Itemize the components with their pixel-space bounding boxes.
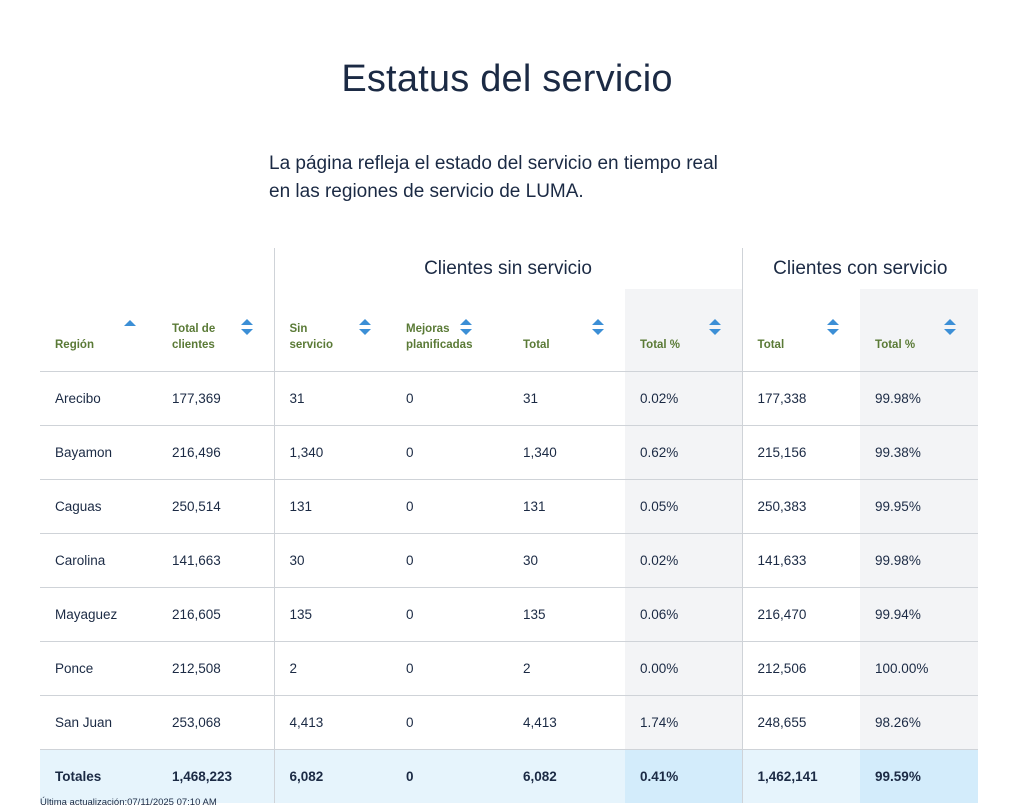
- cell-total-con: 250,383: [742, 480, 860, 534]
- table-row: [40, 534, 978, 588]
- cell-mejoras: 0: [391, 750, 508, 804]
- cell-mejoras: 0: [391, 642, 508, 696]
- cell-mejoras: 0: [391, 534, 508, 588]
- cell-total-clientes: 212,508: [157, 642, 274, 696]
- cell-pct-con: 98.26%: [860, 696, 978, 750]
- cell-total-con: 216,470: [742, 588, 860, 642]
- cell-total-sin: 1,340: [508, 426, 625, 480]
- col-header-mejoras-planificadas[interactable]: [391, 289, 508, 372]
- cell-total-con: 177,338: [742, 372, 860, 426]
- cell-totals-label: Totales: [40, 750, 157, 804]
- cell-total-sin: 31: [508, 372, 625, 426]
- cell-sin-servicio: 31: [274, 372, 391, 426]
- group-header-con-servicio: Clientes con servicio: [742, 248, 978, 289]
- cell-total-clientes: 141,663: [157, 534, 274, 588]
- cell-sin-servicio: 2: [274, 642, 391, 696]
- cell-pct-con: 99.98%: [860, 372, 978, 426]
- col-header-sin-servicio-label: Sin servicio: [289, 323, 333, 351]
- intro-text: [269, 150, 769, 206]
- cell-sin-servicio: 1,340: [274, 426, 391, 480]
- cell-total-con: 1,462,141: [742, 750, 860, 804]
- col-header-region-label: Región: [55, 339, 94, 351]
- col-header-total-sin-label: Total: [523, 339, 550, 351]
- cell-total-con: 248,655: [742, 696, 860, 750]
- cell-pct-con: 99.95%: [860, 480, 978, 534]
- cell-sin-servicio: 131: [274, 480, 391, 534]
- cell-total-clientes: 216,605: [157, 588, 274, 642]
- cell-pct-con: 99.59%: [860, 750, 978, 804]
- cell-pct-sin: 0.02%: [625, 534, 742, 588]
- cell-total-sin: 4,413: [508, 696, 625, 750]
- col-header-pct-con-label: Total %: [875, 339, 916, 351]
- col-header-pct-sin[interactable]: [625, 289, 742, 372]
- table-row: [40, 426, 978, 480]
- cell-total-sin: 2: [508, 642, 625, 696]
- cell-total-clientes: 253,068: [157, 696, 274, 750]
- cell-total-con: 212,506: [742, 642, 860, 696]
- cell-region: Carolina: [40, 534, 157, 588]
- col-header-total-sin[interactable]: [508, 289, 625, 372]
- col-header-total-clientes-label: Total de clientes: [172, 323, 216, 351]
- group-header-sin-servicio: Clientes sin servicio: [274, 248, 742, 289]
- col-header-mejoras-label: Mejoras planificadas: [406, 323, 473, 351]
- cell-pct-sin: 0.41%: [625, 750, 742, 804]
- cell-sin-servicio: 4,413: [274, 696, 391, 750]
- table-row: [40, 696, 978, 750]
- cell-total-clientes: 177,369: [157, 372, 274, 426]
- table-row: [40, 372, 978, 426]
- last-updated: Última actualización:07/11/2025 07:10 AM: [40, 797, 217, 808]
- group-header-blank: [40, 248, 274, 289]
- cell-total-sin: 6,082: [508, 750, 625, 804]
- col-header-total-clientes[interactable]: [157, 289, 274, 372]
- cell-total-sin: 30: [508, 534, 625, 588]
- cell-region: Caguas: [40, 480, 157, 534]
- sort-icon[interactable]: [460, 318, 472, 336]
- intro-line-1: La página refleja el estado del servicio en tiempo real: [269, 153, 718, 174]
- cell-total-sin: 135: [508, 588, 625, 642]
- cell-pct-sin: 0.62%: [625, 426, 742, 480]
- cell-total-con: 141,633: [742, 534, 860, 588]
- cell-total-clientes: 216,496: [157, 426, 274, 480]
- cell-pct-sin: 0.00%: [625, 642, 742, 696]
- cell-pct-con: 99.94%: [860, 588, 978, 642]
- cell-sin-servicio: 6,082: [274, 750, 391, 804]
- cell-mejoras: 0: [391, 588, 508, 642]
- cell-mejoras: 0: [391, 480, 508, 534]
- cell-region: San Juan: [40, 696, 157, 750]
- cell-pct-sin: 0.06%: [625, 588, 742, 642]
- cell-mejoras: 0: [391, 372, 508, 426]
- cell-pct-sin: 0.02%: [625, 372, 742, 426]
- cell-total-con: 215,156: [742, 426, 860, 480]
- intro-line-2: en las regiones de servicio de LUMA.: [269, 181, 584, 202]
- cell-pct-con: 100.00%: [860, 642, 978, 696]
- page-title: Estatus del servicio: [341, 58, 673, 100]
- cell-region: Mayaguez: [40, 588, 157, 642]
- cell-region: Ponce: [40, 642, 157, 696]
- col-header-pct-sin-label: Total %: [640, 339, 681, 351]
- cell-pct-con: 99.38%: [860, 426, 978, 480]
- table-row: [40, 642, 978, 696]
- cell-pct-sin: 0.05%: [625, 480, 742, 534]
- totals-row: [40, 750, 978, 804]
- cell-region: Bayamon: [40, 426, 157, 480]
- table-row: [40, 588, 978, 642]
- col-header-pct-con[interactable]: [860, 289, 978, 372]
- cell-total-clientes: 1,468,223: [157, 750, 274, 804]
- cell-region: Arecibo: [40, 372, 157, 426]
- cell-sin-servicio: 30: [274, 534, 391, 588]
- table-row: [40, 480, 978, 534]
- cell-pct-con: 99.98%: [860, 534, 978, 588]
- col-header-region[interactable]: [40, 289, 157, 372]
- sort-icon[interactable]: [241, 318, 253, 336]
- col-header-total-con-label: Total: [757, 339, 785, 351]
- cell-mejoras: 0: [391, 696, 508, 750]
- service-status-table: [40, 248, 978, 803]
- sort-asc-icon[interactable]: [124, 318, 136, 336]
- sort-icon[interactable]: [827, 318, 839, 336]
- cell-sin-servicio: 135: [274, 588, 391, 642]
- col-header-total-con[interactable]: [742, 289, 860, 372]
- cell-pct-sin: 1.74%: [625, 696, 742, 750]
- cell-total-sin: 131: [508, 480, 625, 534]
- cell-total-clientes: 250,514: [157, 480, 274, 534]
- sort-icon[interactable]: [944, 318, 956, 336]
- sort-icon[interactable]: [359, 318, 371, 336]
- sort-icon[interactable]: [592, 318, 604, 336]
- cell-mejoras: 0: [391, 426, 508, 480]
- sort-icon[interactable]: [709, 318, 721, 336]
- col-header-sin-servicio[interactable]: [274, 289, 391, 372]
